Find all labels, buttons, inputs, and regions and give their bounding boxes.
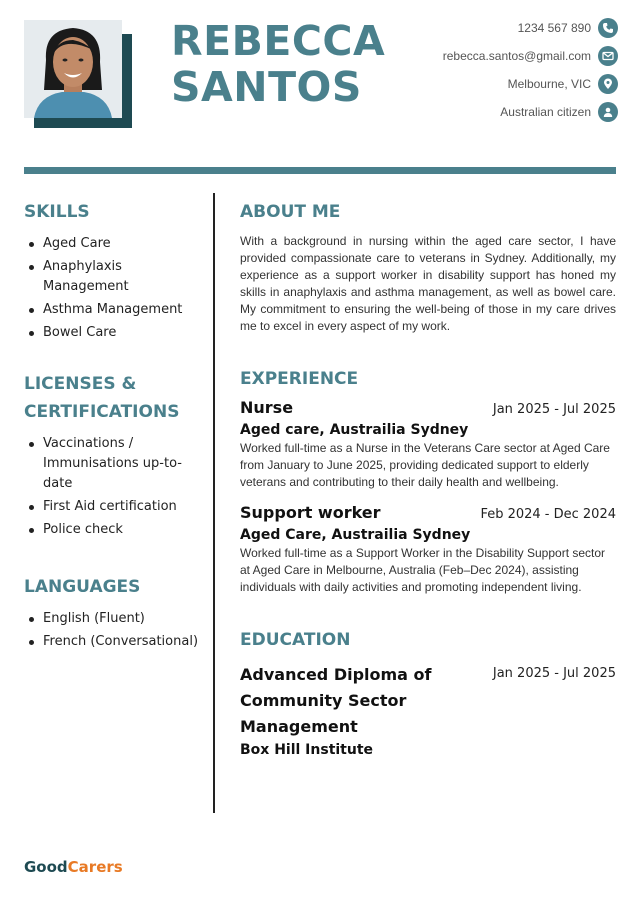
school-name: Box Hill Institute [240,742,374,758]
skill-item: Asthma Management [24,300,204,320]
job-dates: Jan 2025 - Jul 2025 [492,402,616,417]
licenses-section [24,370,204,540]
skills-section [24,198,204,343]
contact-block [358,18,618,130]
language-item: French (Conversational) [24,632,204,652]
job-dates: Feb 2024 - Dec 2024 [480,507,616,522]
phone-icon [598,18,618,38]
job-description: Worked full-time as a Support Worker in the Disability Support sector at Aged Care in Melbourne, Australia (Feb–Dec 2024), assisting individuals with daily activities and promoting independent living. [240,546,606,594]
column-divider [213,193,215,813]
phone-text: 1234 567 890 [517,21,591,35]
experience-title: EXPERIENCE [240,369,359,389]
languages-title: LANGUAGES [24,577,141,597]
candidate-name [171,18,385,110]
job-title: Support worker [240,503,381,522]
last-name: SANTOS [171,63,362,111]
logo-part-carers: Carers [67,858,123,876]
contact-email [358,46,618,66]
licenses-list [24,434,204,540]
person-icon [598,102,618,122]
job-title: Nurse [240,398,294,417]
degree-title: Advanced Diploma of Community Sector Management [240,665,432,736]
job-org: Aged care, Austrailia Sydney [240,422,469,438]
job-org: Aged Care, Austrailia Sydney [240,527,471,543]
experience-section [240,365,616,596]
education-title: EDUCATION [240,630,351,650]
job-entry [240,503,616,596]
header-divider [24,167,616,174]
job-entry [240,398,616,491]
skill-item: Aged Care [24,234,204,254]
contact-phone [358,18,618,38]
right-column [240,198,616,758]
location-pin-icon [598,74,618,94]
left-column [24,198,204,655]
email-icon [598,46,618,66]
skill-item: Anaphylaxis Management [24,257,204,297]
languages-section [24,573,204,652]
education-dates: Jan 2025 - Jul 2025 [492,666,616,681]
language-item: English (Fluent) [24,609,204,629]
licenses-title-line1: LICENSES & [24,374,137,394]
license-item: Vaccinations / Immunisations up-to-date [24,434,204,494]
about-text: With a background in nursing within the aged care sector, I have provided compassionate care to veterans in Sydney. Additionally, my experience as a support worker in disability support has honed my skills in anaphylaxis and asthma management, as well as bowel care. My commitment to ensuring the well-being of those in my care drives me to excel in every aspect of my work. [240,234,616,333]
about-section [240,198,616,335]
first-name: REBECCA [171,17,386,65]
skills-title: SKILLS [24,202,90,222]
goodcarers-logo [24,858,123,876]
citizenship-text: Australian citizen [500,105,591,119]
contact-citizenship [358,102,618,122]
skill-item: Bowel Care [24,323,204,343]
about-title: ABOUT ME [240,202,341,222]
profile-photo [24,20,122,118]
license-item: First Aid certification [24,497,204,517]
languages-list [24,609,204,652]
education-section [240,626,616,758]
skills-list [24,234,204,343]
job-description: Worked full-time as a Nurse in the Veterans Care sector at Aged Care from January to June 2025, providing dedicated support to elderly veterans and contributing to their daily health and wellbeing. [240,441,610,489]
logo-part-good: Good [24,858,68,876]
license-item: Police check [24,520,204,540]
location-text: Melbourne, VIC [507,77,591,91]
email-text[interactable]: rebecca.santos@gmail.com [442,49,591,63]
licenses-title-line2: CERTIFICATIONS [24,402,180,422]
contact-location [358,74,618,94]
